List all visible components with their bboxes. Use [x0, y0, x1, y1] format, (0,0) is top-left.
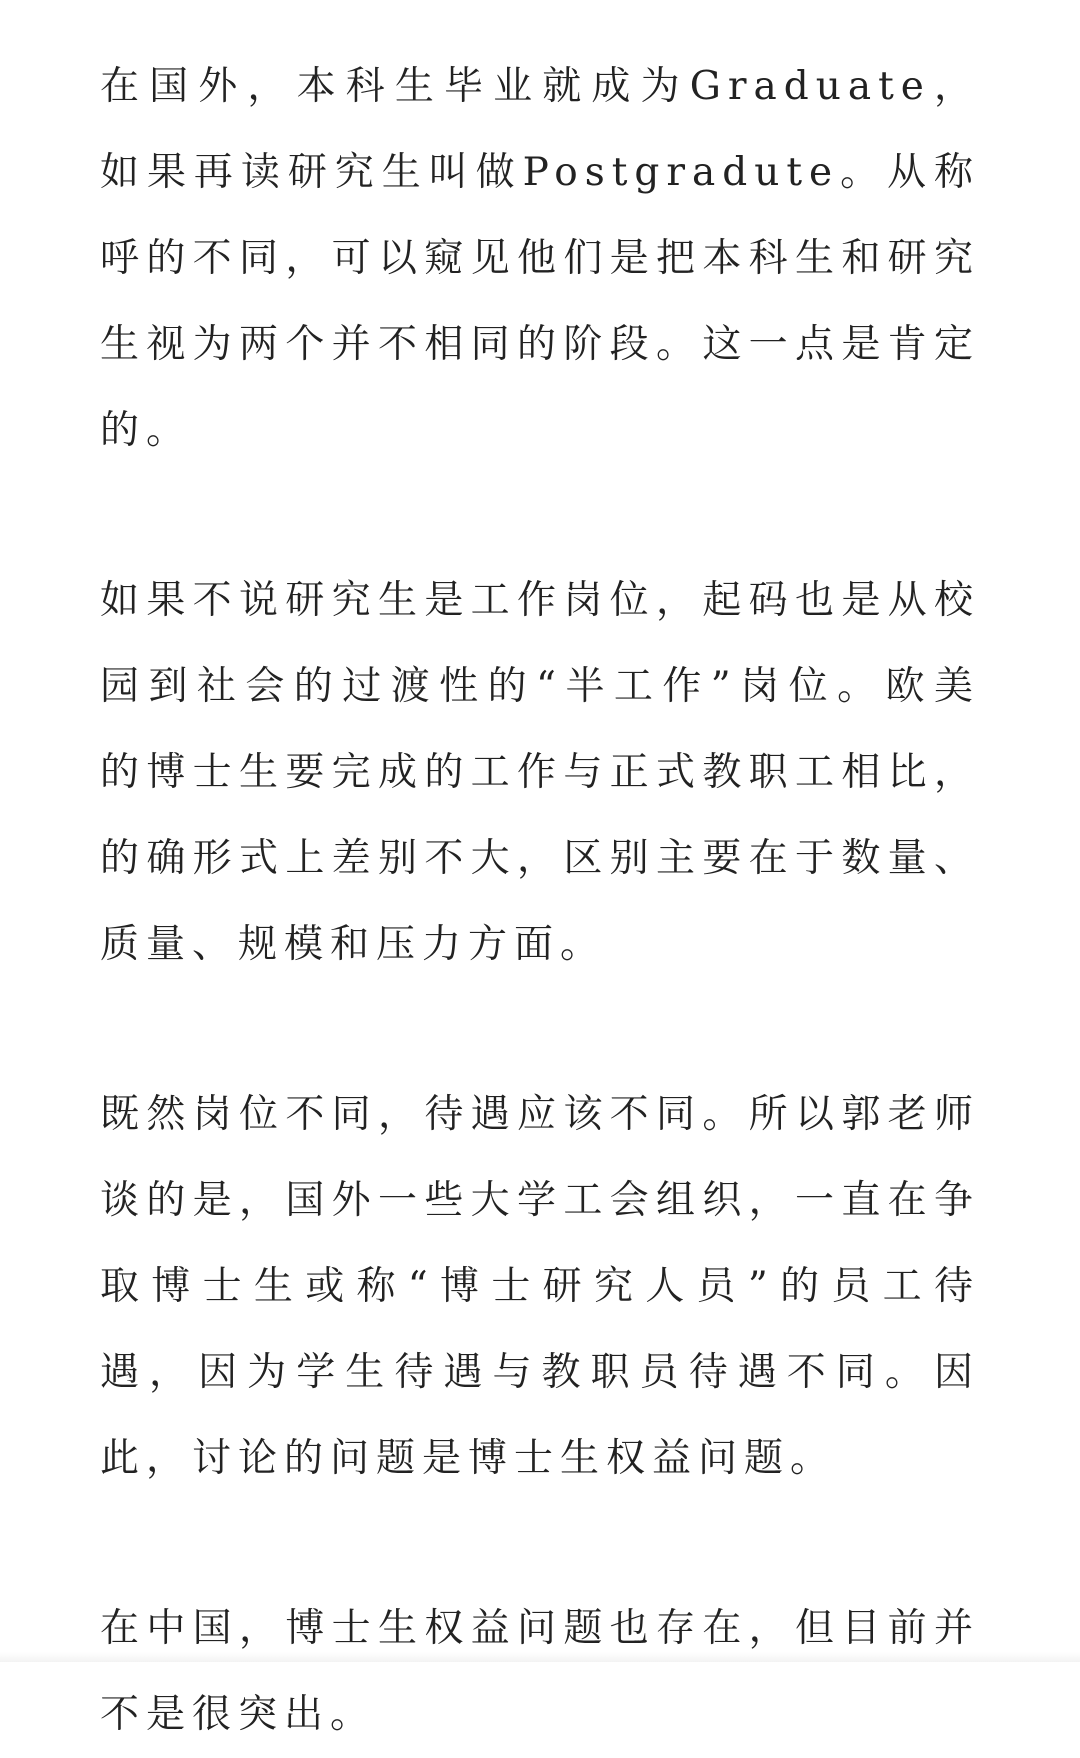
paragraph-3: 既然岗位不同，待遇应该不同。所以郭老师谈的是，国外一些大学工会组织，一直在争取博士生或称“博士研究人员”的员工待遇，因为学生待遇与教职员待遇不同。因此，讨论的问题是博士生权益问题。 — [100, 1092, 980, 1481]
bottom-edge-shadow — [0, 1652, 1080, 1662]
paragraph-2: 如果不说研究生是工作岗位，起码也是从校园到社会的过渡性的“半工作”岗位。欧美的博士生要完成的工作与正式教职工相比，的确形式上差别不大，区别主要在于数量、质量、规模和压力方面。 — [100, 578, 980, 967]
paragraph-1: 在国外，本科生毕业就成为Graduate，如果再读研究生叫做Postgradute。从称呼的不同，可以窥见他们是把本科生和研究生视为两个并不相同的阶段。这一点是肯定的。 — [100, 64, 980, 453]
article-body — [100, 44, 980, 1758]
paragraph-4: 在中国，博士生权益问题也存在，但目前并不是很突出。 — [100, 1606, 980, 1737]
